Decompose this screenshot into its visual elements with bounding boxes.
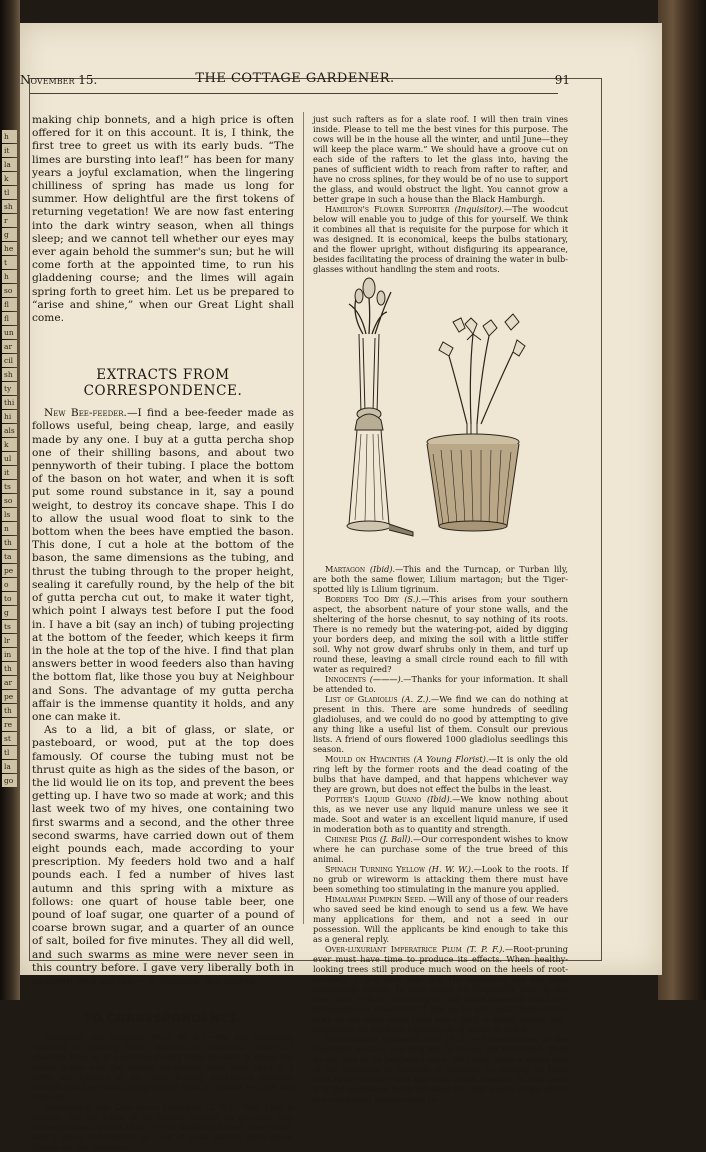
edge-fragment: ul	[2, 452, 17, 465]
edge-fragment: k	[2, 172, 17, 185]
answer-heading: Spinach Turning Yellow	[325, 864, 426, 874]
edge-fragment: g	[2, 606, 17, 619]
edge-fragment: la	[2, 158, 17, 171]
bee-feeder-heading: New Bee-feeder.	[44, 407, 127, 420]
answer-text: —This arises from your southern aspect, the absorbent nature of your stone walls, and the sheltering of the horse chesnut, to say nothing of its roots. There is no remedy but the watering-pot, aided by digging your borders deep, and mixing the soil with a little stiffer soil. Why not grow dwarf shrubs only in them, and turf up round these, leaving a small circle round each to fill with water as required?	[313, 594, 568, 674]
answer-entry	[313, 864, 568, 894]
answer-entry	[313, 564, 568, 594]
edge-fragment: h	[2, 270, 17, 283]
answer-entry	[313, 944, 568, 1034]
header-rule	[30, 93, 558, 94]
edge-fragment: re	[2, 718, 17, 731]
answer-heading: Innocents	[325, 674, 366, 684]
answer-heading: Potter's Liquid Guano	[325, 794, 422, 804]
manuring-text: —We are decidedly opposed to putting fresh manure to potatoes, either at planting time or at any time during their growth. It keeps the stems green and the tubers unripened until later than if it were not applied at all. Your freshly broken-up pasture, though you have had a crop of oats from it, cannot require any manure.	[32, 1032, 294, 1103]
bee-feeder-paragraph	[32, 407, 294, 724]
edge-fragment: ar	[2, 340, 17, 353]
previous-page-fragments	[2, 130, 17, 910]
page-number: 91	[554, 73, 570, 87]
answer-entry	[313, 754, 568, 794]
edge-fragment: ta	[2, 550, 17, 563]
extracts-title: EXTRACTS FROM CORRESPONDENCE.	[83, 367, 243, 400]
answer-attrib: (A Young Florist).	[413, 754, 489, 764]
bee-feeder-text-2: As to a lid, a bit of glass, or slate, or pasteboard, or wood, put at the top does famously. Of course the tubing must not be thrust quite as high as the sides of the bason, or the lid would lie on its top, and prevent the bees getting up. I have two so made at work; and this last week two of my hives, one containing two first swarms and a second, and the other three second swarms, have carried down out of them eight pounds each, made according to your prescription. My feeders hold two and a half pounds each. I fed a number of hives last autumn and this spring with a mixture as follows: one quart of house table beer, one pound of loaf sugar, one quarter of a pound of coarse brown sugar, and a quarter of an ounce of salt, boiled for five minutes. They all did well, and such swarms as mine were never seen in this country before. I gave very liberally both in autumn and spring.	[32, 724, 294, 987]
answer-entry	[313, 834, 568, 864]
answer-heading: Over-luxuriant Imperatrice Plum	[325, 944, 462, 954]
manuring-entry	[32, 1032, 294, 1102]
answer-attrib: (A. Z.).	[401, 694, 432, 704]
running-header	[20, 70, 570, 90]
edge-fragment: th	[2, 536, 17, 549]
left-column	[32, 114, 294, 1152]
bee-feeder-signature: —A Brother Bee-keeper.	[137, 974, 258, 987]
answer-text: —Our correspondent wishes to know where he can purchase some of the true breed of this animal.	[313, 834, 568, 864]
answer-text: —Look to the roots. If no grub or wireworm is attacking them there must have been something too stimulating in the manure you applied.	[313, 864, 568, 894]
edge-fragment: ts	[2, 620, 17, 633]
greenhouse-text: —Your plan is unique, but we know of no reason against its success. Our correspondent writes thus: “I am building a new cow-house, and I have determined to roof it with patent plate-glass, glazed on the rafters—	[32, 1102, 294, 1152]
header-title: THE COTTAGE GARDENER.	[195, 71, 395, 86]
edge-fragment: in	[2, 648, 17, 661]
answer-heading: Himalayah Pumpkin Seed.	[325, 894, 427, 904]
answer-heading: List of Gladiolus	[325, 694, 398, 704]
answer-attrib: (———).	[369, 674, 404, 684]
answer-heading: Borders Too Dry	[325, 594, 399, 604]
answer-entry	[313, 594, 568, 674]
answer-entry	[313, 794, 568, 834]
edge-fragment: sh	[2, 200, 17, 213]
edge-fragment: it	[2, 144, 17, 157]
edge-fragment: thi	[2, 396, 17, 409]
bee-feeder-text: —I find a bee-feeder made as follows useful, being cheap, large, and easily made by any one. I buy at a gutta percha shop one of their shilling basons, and about two pennyworth of their tubing. I place the bottom of the bason on hot water, and when it is soft put some round substance in it, say a pound weight, to destroy its concave shape. This I do to allow the usual wood float to sink to the bottom when the bees have emptied the bason. This done, I cut a hole at the bottom of the bason, the same dimensions as the tubing, and thrust the tubing through to the proper height, sealing it carefully round, by the help of the bit of gutta percha cut out, to make it water tight, which point I always test before I put the food in. I have a bit (say an inch) of tubing projecting at the bottom of the feeder, which keeps it firm in the hole at the top of the hive. I find that plan answers better in wood feeders also than having the bottom flat, like those you buy at Neighbour and Sons. The advantage of my gutta percha affair is the immense quantity it holds, and any one can make it.	[32, 407, 294, 723]
right-column	[313, 114, 569, 1104]
answer-entry	[313, 894, 568, 944]
greenhouse-attrib: (T. W.).	[205, 1102, 235, 1113]
edge-fragment: st	[2, 732, 17, 745]
correspondents-title: TO CORRESPONDENTS.	[83, 1011, 243, 1026]
edge-fragment: g	[2, 228, 17, 241]
edge-fragment: ls	[2, 508, 17, 521]
edge-fragment: pe	[2, 690, 17, 703]
edge-fragment: go	[2, 774, 17, 787]
edge-fragment: th	[2, 662, 17, 675]
answer-attrib: (Y. Z.).	[445, 1034, 474, 1044]
manuring-attrib: (Rev. W. B.).	[151, 1032, 208, 1043]
answer-text: —It is only the old ring left by the former roots and the dead coating of the bulbs that have damped, and that happens whichever way they are grown, but does not effect the bulbs in the least.	[313, 754, 568, 794]
edge-fragment: th	[2, 704, 17, 717]
edge-fragment: tl	[2, 186, 17, 199]
correspondent-entries	[313, 564, 568, 1104]
edge-fragment: it	[2, 466, 17, 479]
edge-fragment: k	[2, 438, 17, 451]
edge-fragment: n	[2, 522, 17, 535]
edge-fragment: o	[2, 578, 17, 591]
answer-attrib: (S.).	[404, 594, 422, 604]
answer-attrib: (J. Ball).	[379, 834, 414, 844]
edge-fragment: pe	[2, 564, 17, 577]
edge-fragment: ts	[2, 480, 17, 493]
header-date: November 15.	[20, 73, 98, 87]
answer-heading: Mould on Hyacinths	[325, 754, 411, 764]
limes-paragraph: making chip bonnets, and a high price is often offered for it on this account. It is, I think, the first tree to greet us with its early buds. “The limes are bursting into leaf!” has been for many years a joyful exclamation, when the lingering chilliness of spring has made us long for summer. How delightful are the first tokens of returning vegetation! We are now fast entering into the dark wintry season, when all things sleep; and we cannot tell whether our eyes may ever again behold the summer's sun; but he will come forth at the appointed time, to run his gladdening course; and the limes will again spring forth to greet him. Let us be prepared to “arise and shine,” when our Great Light shall come.	[32, 114, 294, 325]
answer-heading: Chinese Pigs	[325, 834, 377, 844]
answer-text: —Strawberries, of the Hautbois section, are very apt to bloom out of season. They do not like to be tampered with. We could force a whole bed of the Hautbois to blossom in October, by cutting off their tops in September, and applying liquid manure. In this case, it is the organised buds intended for next year's crops which are compelled prematurely to	[313, 1034, 568, 1104]
flower-pot-illustration	[427, 314, 525, 531]
edge-fragment: tl	[2, 746, 17, 759]
answer-attrib: (Ibid).	[369, 564, 396, 574]
answer-entry	[313, 674, 568, 694]
answer-entry	[313, 1034, 568, 1104]
edge-fragment: he	[2, 242, 17, 255]
edge-fragment: la	[2, 760, 17, 773]
edge-fragment: fl	[2, 312, 17, 325]
edge-fragment: lr	[2, 634, 17, 647]
edge-fragment: hi	[2, 410, 17, 423]
answer-heading: Martagon	[325, 564, 366, 574]
bulb-glass-illustration	[347, 278, 413, 536]
answer-text: —We know nothing about this, as we never use any liquid manure unless we see it made. Soot and water is an excellent liquid manure, if used in moderation both as to quantity and strength.	[313, 794, 568, 834]
book-right-edge	[658, 0, 706, 1000]
hamilton-text: —The woodcut below will enable you to judge of this for yourself. We think it combines all that is requisite for the purpose for which it was designed. It is economical, keeps the bulbs stationary, and the flower upright, without disfiguring its appearance, besides facilitating the process of draining the water in bulb-glasses without handling the stem and roots.	[313, 204, 568, 274]
answer-text: —Will any of those of our readers who saved seed be kind enough to send us a few. We have many applications for them, and not a seed in our possession. Will the applicants be kind enough to take this as a general reply.	[313, 894, 568, 944]
answer-text: —Thanks for your information. It shall be attended to.	[313, 674, 569, 694]
greenhouse-entry	[32, 1102, 294, 1152]
flower-supporter-woodcut	[321, 274, 561, 564]
edge-fragment: als	[2, 424, 17, 437]
hamilton-heading: Hamilton's Flower Supporter	[325, 204, 450, 214]
answer-entry	[313, 694, 568, 754]
greenhouse-continuation: just such rafters as for a slate roof. I will then train vines inside. Please to tell me the best vines for this purpose. The cows will be in the house all the winter, and until June—they will keep the place warm.” We should have a groove cut on each side of the rafters to let the glass into, having the panes of sufficient width to reach from rafter to rafter, and have no cross splines, for they would be of no use to support the glass, and would obstruct the light. You cannot grow a better grape in such a house than the Black Hamburgh.	[313, 114, 568, 204]
answer-text: —We find we can do nothing at present in this. There are some hundreds of seedling gladioluses, and we could do no good by attempting to give any thing like a useful list of them. Consult our previous lists. A friend of ours flowered 1000 gladiolus seedlings this season.	[313, 694, 568, 754]
edge-fragment: to	[2, 592, 17, 605]
greenhouse-heading: Greenhouse and Cow-house Combined	[44, 1102, 202, 1113]
edge-fragment: un	[2, 326, 17, 339]
answer-attrib: (Ibid).	[426, 794, 453, 804]
edge-fragment: so	[2, 284, 17, 297]
answer-heading: Strawberries Blooming now	[325, 1034, 442, 1044]
answer-attrib: (H. W. W.).	[428, 864, 474, 874]
edge-fragment: r	[2, 214, 17, 227]
edge-fragment: t	[2, 256, 17, 269]
edge-fragment: so	[2, 494, 17, 507]
manuring-heading: Manuring for Potatoes	[44, 1032, 146, 1043]
edge-fragment: sh	[2, 368, 17, 381]
edge-fragment: h	[2, 130, 17, 143]
edge-fragment: fl	[2, 298, 17, 311]
edge-fragment: ty	[2, 382, 17, 395]
answer-text: —Root-pruning ever must have time to produce its effects. When healthy-looking trees still produce much wood on the heels of root-pruning, it is a sure sign that the operation has not been sufficiently severe. In such cases we frequently take up the tree, and replant, expecting to find some powerful roots of a perpendicular character. If you do so with your imperatrice, pray do not allow more than half a yard in depth; below that, substitute an artificial substratum of stone or brick.	[313, 944, 568, 1034]
answer-text: —This and the Turncap, or Turban lily, are both the same flower, Lilium martagon; but the Tiger-spotted lily is Lilium tigrinum.	[313, 564, 568, 594]
hamilton-entry	[313, 204, 568, 274]
column-divider	[303, 112, 304, 924]
edge-fragment: cil	[2, 354, 17, 367]
hamilton-attrib: (Inquisitor).	[454, 204, 505, 214]
answer-attrib: (T. P. F.).	[466, 944, 505, 954]
bee-feeder-paragraph-2	[32, 724, 294, 988]
edge-fragment: ar	[2, 676, 17, 689]
